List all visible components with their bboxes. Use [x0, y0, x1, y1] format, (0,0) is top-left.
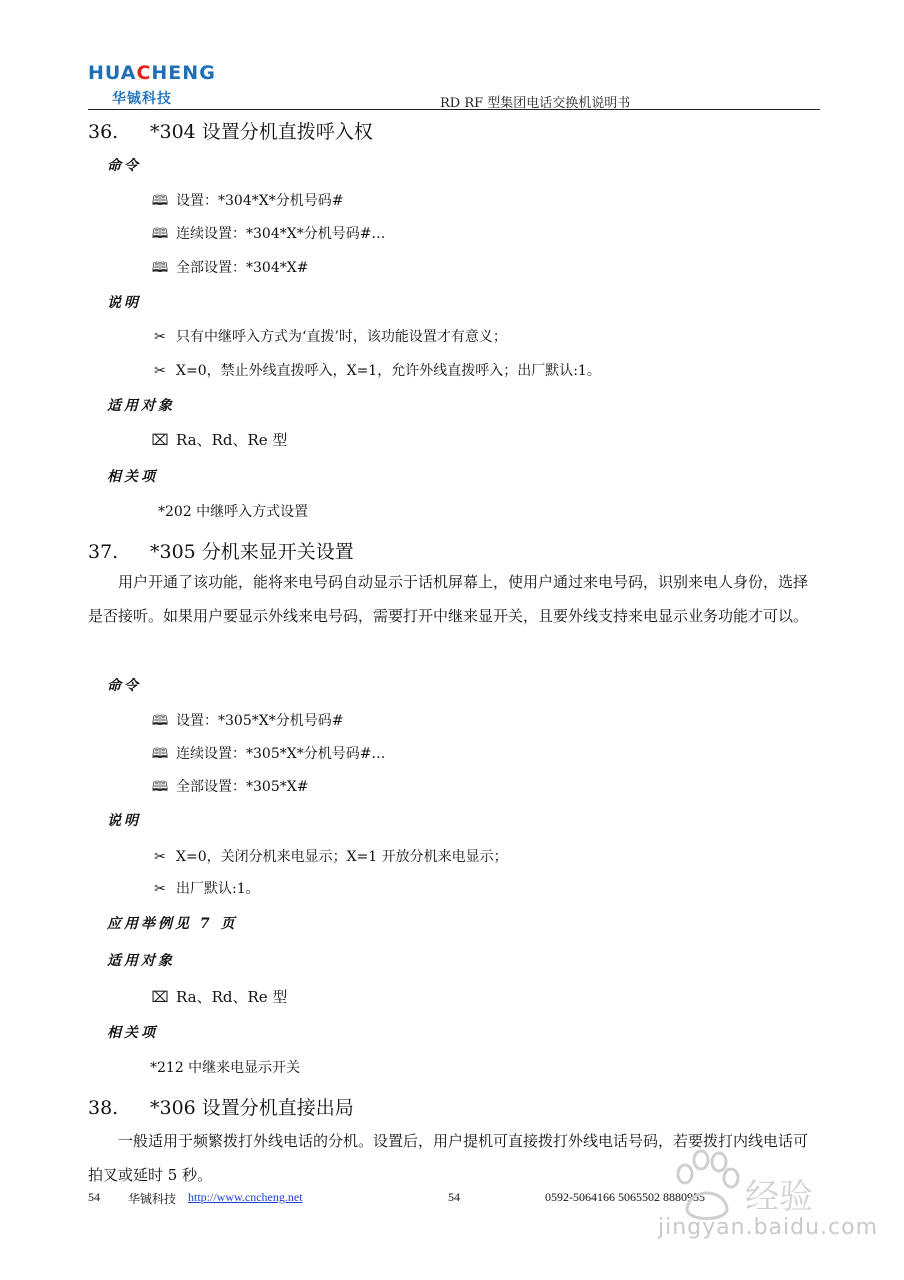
- footer-website-link[interactable]: http://www.cncheng.net: [188, 1190, 303, 1204]
- boxed-x-icon: ⌧: [151, 431, 169, 449]
- command-item: 🕮 全部设置：*304*X#: [150, 257, 308, 281]
- command-item: 🕮 设置：*304*X*分机号码#: [150, 190, 343, 214]
- footer-company: 华铖科技: [128, 1192, 177, 1206]
- header-divider: [88, 109, 820, 110]
- applies-to-value: ⌧ Ra、Rd、Re 型: [151, 988, 288, 1006]
- example-reference: 应用举例见 7 页: [107, 916, 238, 932]
- footer-page-number-left: 54: [88, 1190, 100, 1204]
- footer-phone-numbers: 0592-5064166 5065502 8880955: [545, 1190, 705, 1204]
- footer-page-number-center: 54: [448, 1190, 460, 1204]
- related-label: 相关项: [107, 469, 158, 485]
- logo-chinese: 华铖科技: [112, 91, 172, 107]
- description-item: ✂ X=0，禁止外线直拨呼入，X=1，允许外线直拨呼入；出厂默认:1。: [150, 360, 601, 380]
- book-icon: 🕮: [151, 746, 169, 762]
- scissors-bullet-icon: ✂: [154, 849, 166, 865]
- related-value: *202 中继呼入方式设置: [158, 504, 309, 520]
- scissors-bullet-icon: ✂: [154, 881, 166, 897]
- book-icon: 🕮: [151, 226, 169, 242]
- description-item: ✂ X=0，关闭分机来电显示；X=1 开放分机来电显示；: [150, 846, 508, 866]
- book-icon: 🕮: [151, 779, 169, 795]
- logo-wordmark: HUACHENG: [88, 62, 216, 84]
- book-icon: 🕮: [151, 260, 169, 276]
- document-title: RD RF 型集团电话交换机说明书: [440, 96, 631, 111]
- command-label: 命令: [107, 678, 141, 694]
- scissors-bullet-icon: ✂: [154, 329, 166, 345]
- section-heading-38: 38. *306 设置分机直接出局: [88, 1097, 354, 1119]
- section-heading-36: 36. *304 设置分机直拨呼入权: [88, 121, 373, 143]
- applies-to-label: 适用对象: [107, 953, 175, 969]
- applies-to-label: 适用对象: [107, 398, 175, 414]
- command-label: 命令: [107, 158, 141, 174]
- scissors-bullet-icon: ✂: [154, 363, 166, 379]
- related-value: *212 中继来电显示开关: [150, 1060, 301, 1076]
- svg-text:经验: 经验: [745, 1177, 813, 1217]
- command-item: 🕮 连续设置：*304*X*分机号码#…: [150, 223, 385, 247]
- watermark-text: jingyan.baidu.com: [658, 1215, 879, 1240]
- section-paragraph: 用户开通了该功能，能将来电号码自动显示于话机屏幕上，使用户通过来电号码，识别来电人身份，选择是否接听。如果用户要显示外线来电号码，需要打开中继来显开关，且要外线支持来电显示业务功能才可以。: [88, 573, 809, 625]
- description-item: ✂ 出厂默认:1。: [150, 878, 260, 898]
- book-icon: 🕮: [151, 193, 169, 209]
- boxed-x-icon: ⌧: [151, 988, 169, 1006]
- command-item: 🕮 连续设置：*305*X*分机号码#…: [150, 743, 385, 767]
- applies-to-value: ⌧ Ra、Rd、Re 型: [151, 431, 288, 449]
- command-item: 🕮 全部设置：*305*X#: [150, 776, 308, 800]
- description-label: 说明: [107, 813, 141, 829]
- description-item: ✂ 只有中继呼入方式为‘直拨’时，该功能设置才有意义；: [150, 326, 507, 346]
- section-paragraph: 一般适用于频繁拨打外线电话的分机。设置后，用户提机可直接拨打外线电话号码，若要拨打内线电话可拍叉或延时 5 秒。: [88, 1132, 809, 1184]
- section-heading-37: 37. *305 分机来显开关设置: [88, 541, 354, 563]
- command-item: 🕮 设置：*305*X*分机号码#: [150, 710, 343, 734]
- description-label: 说明: [107, 295, 141, 311]
- book-icon: 🕮: [151, 713, 169, 729]
- related-label: 相关项: [107, 1025, 158, 1041]
- footer-link-container: [188, 1190, 303, 1205]
